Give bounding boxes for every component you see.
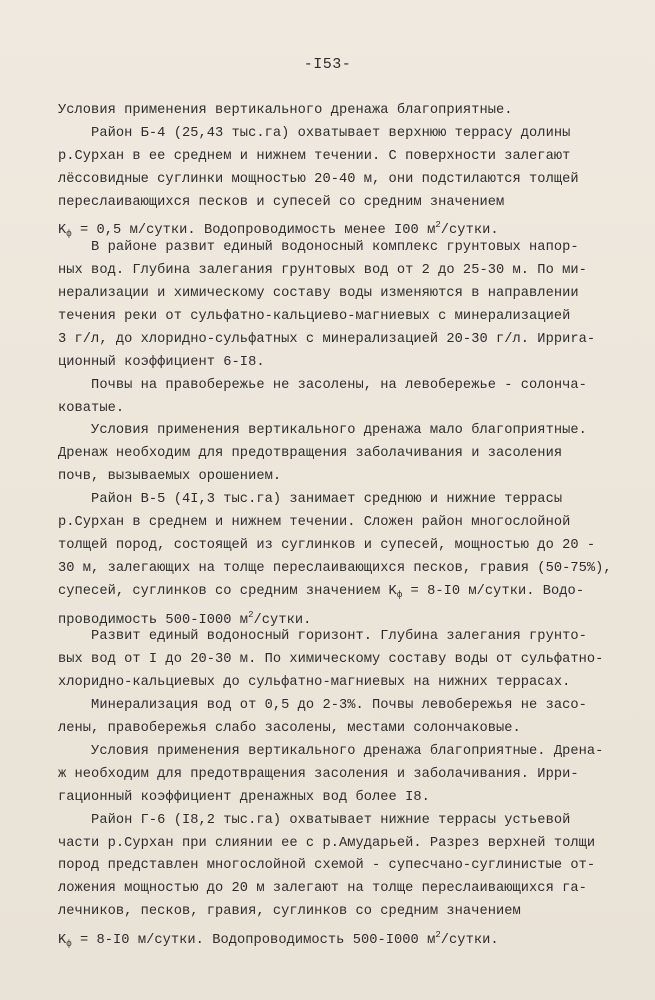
text-line-text: нерализации и химическому составу воды изменяются в направлении (58, 286, 579, 302)
text-line (58, 764, 618, 787)
text-line-text: = 8-I0 м/сутки. Водопроводимость 500-I000 м (71, 933, 436, 949)
text-line-text: Минерализация вод от 0,5 до 2-3%. Почвы левобережья не засо- (58, 698, 587, 714)
text-line (58, 123, 618, 146)
text-line-text: 3 г/л, до хлоридно-сульфатных с минерализацией 20-30 г/л. Ирриrа- (58, 331, 596, 347)
text-line (58, 833, 618, 856)
text-line (58, 100, 618, 123)
text-line-text: ж необходим для предотвращения засоления и заболачивания. Ирри- (58, 766, 579, 782)
text-line-text: Условия применения вертикального дренажа благоприятные. Дрена- (58, 743, 604, 759)
text-line (58, 420, 618, 443)
text-line-sup: 2 (435, 930, 441, 941)
document-body (58, 100, 618, 950)
text-line (58, 214, 618, 240)
text-line (58, 260, 618, 283)
text-line (58, 901, 618, 924)
text-line-pre: K (58, 223, 67, 239)
text-line-sub: ф (66, 229, 72, 240)
text-line-post: /сутки. (253, 612, 312, 628)
text-line (58, 375, 618, 398)
text-line-text: хлоридно-кальциевых до сульфатно-магниевых на нижних террасах. (58, 675, 571, 691)
text-line-pre: K (58, 933, 67, 949)
text-line-sub: ф (396, 589, 403, 600)
text-line (58, 283, 618, 306)
text-line-text: части р.Сурхан при слиянии ее с р.Амударьей. Разрез верхней толщи (58, 835, 596, 851)
text-line-text: Дренаж необходим для предотвращения заболачивания и засоления (58, 446, 563, 462)
text-line-text: течения реки от сульфатно-кальциево-магниевых с минерализацией (58, 309, 571, 325)
text-line-text: Условия применения вертикального дренажа мало благоприятные. (58, 423, 587, 439)
text-line (58, 169, 618, 192)
text-line (58, 581, 618, 604)
text-line-post: /сутки. (440, 223, 499, 239)
text-line (58, 924, 618, 950)
text-line-text: Развит единый водоносный горизонт. Глубина залегания грунто- (58, 629, 587, 645)
text-line-text: Район В-5 (4I,3 тыс.га) занимает среднюю и нижние террасы (58, 492, 563, 508)
text-line-text: проводимость 500-I000 м (58, 612, 249, 628)
text-line (58, 306, 618, 329)
text-line-post: /сутки. (440, 933, 499, 949)
text-line-text: р.Сурхан в ее среднем и нижнем течении. С поверхности залегают (58, 148, 571, 164)
text-line-text: почв, вызываемых орошением. (58, 469, 282, 485)
text-line-text: Почвы на правобережье не засолены, на левобережье - солонча- (58, 377, 587, 393)
text-line (58, 855, 618, 878)
text-line-text: лены, правобережья слабо засолены, местами солончаковые. (58, 721, 521, 737)
text-line (58, 466, 618, 489)
text-line (58, 535, 618, 558)
text-line-text: переслаивающихся песков и супесей со средним значением (58, 194, 505, 210)
text-line (58, 741, 618, 764)
text-line-text: ных вод. Глубина залегания грунтовых вод от 2 до 25-30 м. По ми- (58, 263, 587, 279)
text-line (58, 787, 618, 810)
text-line-text: Район Б-4 (25,43 тыс.га) охватывает верхнюю террасу долины (58, 125, 571, 141)
text-line-text: 30 м, залегающих на толще переслаивающихся песков, гравия (50-75%), (58, 560, 612, 576)
text-line (58, 695, 618, 718)
text-line (58, 810, 618, 833)
text-line-text: пород представлен многослойной схемой - супесчано-суглинистые от- (58, 858, 596, 874)
text-line (58, 489, 618, 512)
text-line (58, 558, 618, 581)
text-line (58, 512, 618, 535)
text-line (58, 718, 618, 741)
text-line (58, 649, 618, 672)
text-line-text: В районе развит единый водоносный комплекс грунтовых напор- (58, 240, 579, 256)
text-line (58, 398, 618, 421)
text-line (58, 352, 618, 375)
text-line-text: Условия применения вертикального дренажа благоприятные. (58, 103, 513, 118)
text-line (58, 878, 618, 901)
text-line (58, 329, 618, 352)
text-line (58, 604, 618, 627)
text-line (58, 626, 618, 649)
text-line-text: толщей пород, состоящей из суглинков и супесей, мощностью до 20 - (58, 537, 596, 553)
text-line-pre: супесей, суглинков со средним значением K (58, 583, 397, 599)
text-line-text: = 8-I0 м/сутки. Водо- (402, 583, 585, 599)
text-line-text: ционный коэффициент 6-I8. (58, 354, 265, 370)
text-line-text: вых вод от I до 20-30 м. По химическому составу воды от сульфатно- (58, 652, 604, 668)
page-number: -I53- (303, 56, 352, 73)
text-line (58, 237, 618, 260)
text-line-text: ложения мощностью до 20 м залегают на толще переслаивающихся га- (58, 881, 587, 897)
text-line-text: лечников, песков, гравия, суглинков со средним значением (58, 904, 521, 920)
text-line (58, 192, 618, 215)
text-line-text: лёссовидные суглинки мощностью 20-40 м, они подстилаются толщей (58, 171, 579, 187)
text-line-text: р.Сурхан в среднем и нижнем течении. Сложен район многослойной (58, 515, 571, 531)
text-line-sup: 2 (435, 220, 441, 231)
text-line-text: гационный коэффициент дренажных вод более I8. (58, 789, 430, 805)
text-line (58, 672, 618, 695)
text-line-text: Район Г-6 (I8,2 тыс.га) охватывает нижние террасы устьевой (58, 812, 571, 828)
text-line (58, 443, 618, 466)
text-line-text: коватые. (58, 400, 125, 416)
text-line-sub: ф (66, 939, 72, 950)
text-line-text: = 0,5 м/сутки. Водопроводимость менее I00 м (71, 223, 436, 239)
text-line-sup: 2 (248, 609, 254, 620)
text-line (58, 146, 618, 169)
